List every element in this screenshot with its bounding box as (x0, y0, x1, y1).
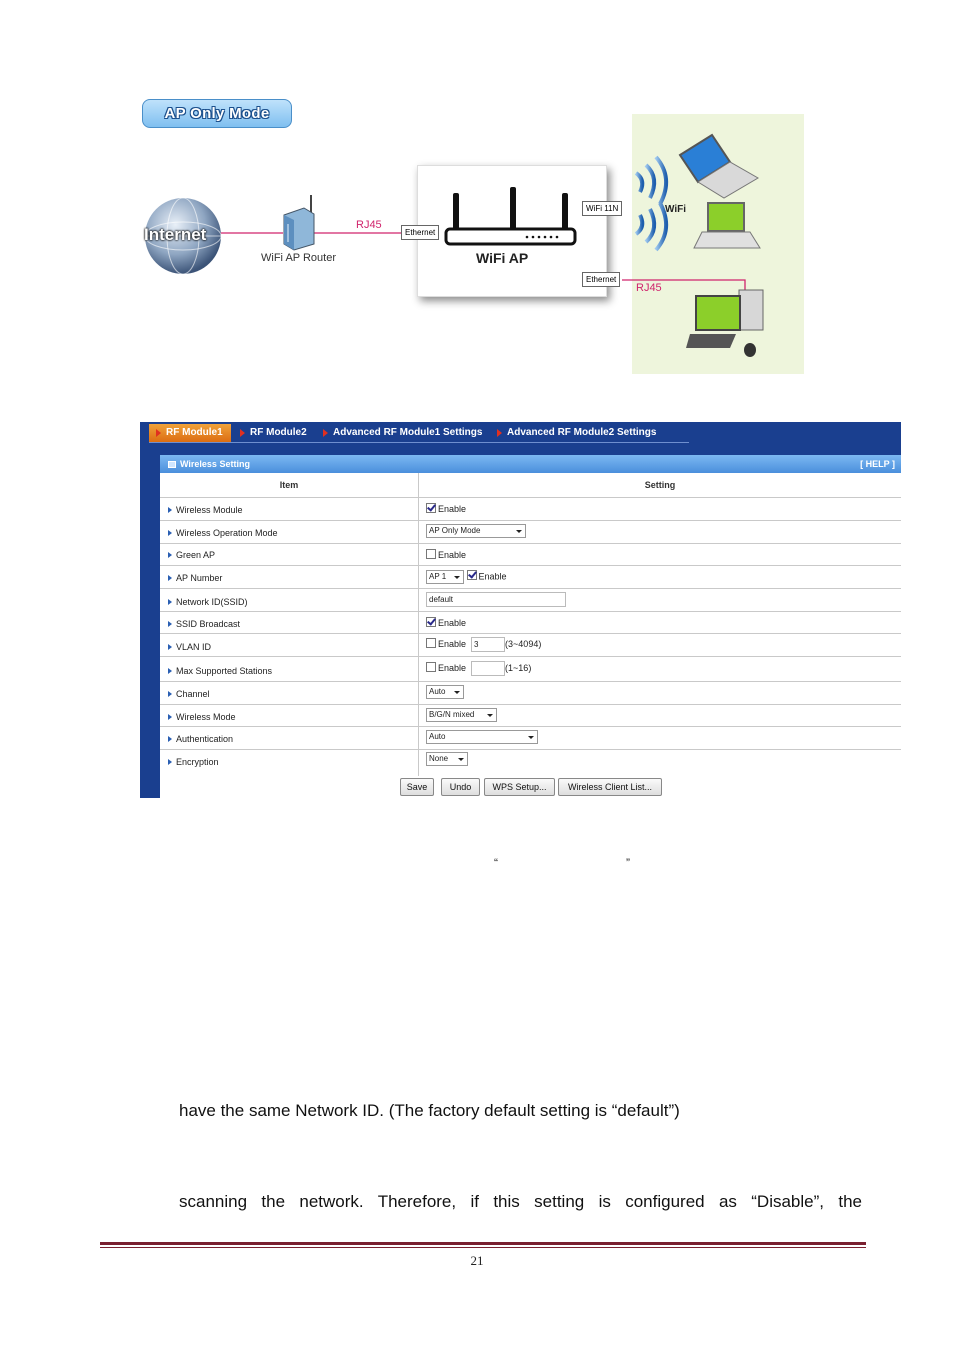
row-label: Wireless Operation Mode (176, 528, 278, 538)
quote-open: “ (494, 856, 498, 870)
table-row (160, 682, 901, 705)
help-link[interactable]: [ HELP ] (860, 459, 895, 469)
column-item-header: Item (279, 480, 299, 490)
desktop-pc-icon (686, 290, 763, 357)
router-label: WiFi AP Router (261, 252, 336, 264)
range-hint: (3~4094) (505, 638, 542, 649)
chevron-down-icon (487, 714, 493, 717)
laptop-icon (680, 135, 758, 198)
checkbox-label: Enable (438, 550, 467, 560)
encryption-select[interactable]: None (426, 752, 468, 766)
wireless-module-checkbox[interactable] (426, 503, 436, 513)
vlan-id-input[interactable]: 3 (471, 637, 505, 652)
table-row (160, 521, 901, 544)
checkbox-label: Enable (438, 638, 467, 649)
tab-advanced-rf-module2[interactable]: Advanced RF Module2 Settings (490, 424, 662, 442)
footer-rule (100, 1242, 866, 1245)
tab-rf-module2[interactable]: RF Module2 (233, 424, 313, 442)
tab-arrow-icon (156, 429, 161, 437)
row-label: Channel (176, 689, 210, 699)
row-arrow-icon (168, 552, 172, 558)
row-label: Max Supported Stations (176, 666, 273, 676)
checkbox-label: Enable (438, 618, 467, 628)
row-arrow-icon (168, 691, 172, 697)
range-hint: (1~16) (505, 662, 532, 673)
chevron-down-icon (454, 691, 460, 694)
row-label: Green AP (176, 550, 216, 560)
ethernet-in-tag: Ethernet (401, 225, 439, 240)
table-row (160, 498, 901, 521)
wireless-setting-content (160, 455, 901, 798)
row-arrow-icon (168, 736, 172, 742)
network-diagram (0, 0, 954, 400)
row-arrow-icon (168, 621, 172, 627)
ethernet-out-tag: Ethernet (582, 272, 620, 287)
table-row (160, 612, 901, 634)
row-label: Network ID(SSID) (176, 597, 248, 607)
ap-only-mode-badge: AP Only Mode (142, 99, 292, 128)
row-label: Authentication (176, 734, 234, 744)
row-arrow-icon (168, 507, 172, 513)
page-number: 21 (470, 1253, 484, 1268)
chevron-down-icon (454, 576, 460, 579)
checkbox-label: Enable (438, 504, 467, 514)
chevron-down-icon (516, 530, 522, 533)
router-settings-panel (140, 422, 901, 798)
max-stations-input[interactable] (471, 661, 505, 676)
channel-select[interactable]: Auto (426, 685, 464, 699)
ap-number-select[interactable]: AP 1 (426, 570, 464, 584)
wifi-ap-router-icon (284, 195, 314, 250)
authentication-select[interactable]: Auto (426, 730, 538, 744)
laptop-icon (694, 203, 760, 248)
table-row (160, 634, 901, 657)
tab-divider (149, 442, 689, 443)
checkbox-label: Enable (438, 662, 467, 673)
wifi-11n-tag: WiFi 11N (582, 201, 622, 216)
table-row (160, 750, 901, 775)
row-label: SSID Broadcast (176, 619, 241, 629)
footer-rule (100, 1247, 866, 1248)
tab-arrow-icon (323, 429, 328, 437)
tab-arrow-icon (240, 429, 245, 437)
wifi-waves-icon (636, 157, 666, 250)
max-stations-checkbox[interactable] (426, 662, 436, 672)
row-label: Wireless Mode (176, 712, 236, 722)
checkbox-label: Enable (478, 571, 507, 582)
row-arrow-icon (168, 759, 172, 765)
undo-button[interactable]: Undo (441, 778, 480, 796)
body-paragraph: have the same Network ID. (The factory default setting is “default”) (179, 1101, 680, 1120)
table-header (160, 473, 901, 498)
vlan-checkbox[interactable] (426, 638, 436, 648)
chevron-down-icon (528, 736, 534, 739)
internet-label: Internet (144, 225, 207, 244)
wireless-client-list-button[interactable]: Wireless Client List... (558, 778, 662, 796)
chevron-down-icon (458, 758, 464, 761)
rj45-right-label: RJ45 (636, 282, 662, 294)
row-arrow-icon (168, 530, 172, 536)
row-arrow-icon (168, 575, 172, 581)
body-paragraph: scanning the network. Therefore, if this setting is configured as “Disable”, the (179, 1192, 862, 1211)
table-row (160, 544, 901, 566)
table-row (160, 727, 901, 750)
table-row (160, 589, 901, 612)
tab-bar (140, 422, 901, 442)
rj45-left-label: RJ45 (356, 219, 382, 231)
green-ap-checkbox[interactable] (426, 549, 436, 559)
tab-rf-module1[interactable]: RF Module1 (149, 424, 231, 442)
button-bar (160, 776, 901, 798)
wps-setup-button[interactable]: WPS Setup... (484, 778, 555, 796)
row-arrow-icon (168, 644, 172, 650)
row-label: Wireless Module (176, 505, 243, 515)
section-title: Wireless Setting (180, 459, 250, 469)
ssid-broadcast-checkbox[interactable] (426, 617, 436, 627)
section-icon (168, 461, 176, 468)
ap-number-checkbox[interactable] (467, 570, 477, 580)
ap-name-label: WiFi AP (476, 250, 529, 266)
row-label: Encryption (176, 757, 219, 767)
quote-close: ” (626, 856, 630, 870)
tab-advanced-rf-module1[interactable]: Advanced RF Module1 Settings (316, 424, 488, 442)
table-row (160, 705, 901, 727)
row-arrow-icon (168, 668, 172, 674)
row-label: VLAN ID (176, 642, 212, 652)
section-header (160, 455, 901, 473)
table-row (160, 657, 901, 682)
wifi-ap-device-icon (440, 185, 580, 250)
tab-arrow-icon (497, 429, 502, 437)
table-row (160, 566, 901, 589)
wireless-mode-select[interactable]: B/G/N mixed (426, 708, 497, 722)
row-label: AP Number (176, 573, 223, 583)
save-button[interactable]: Save (400, 778, 434, 796)
operation-mode-select[interactable]: AP Only Mode (426, 524, 526, 538)
row-arrow-icon (168, 714, 172, 720)
wifi-label: WiFi (665, 204, 687, 215)
column-setting-header: Setting (644, 480, 676, 490)
row-arrow-icon (168, 599, 172, 605)
ssid-input[interactable]: default (426, 592, 566, 607)
